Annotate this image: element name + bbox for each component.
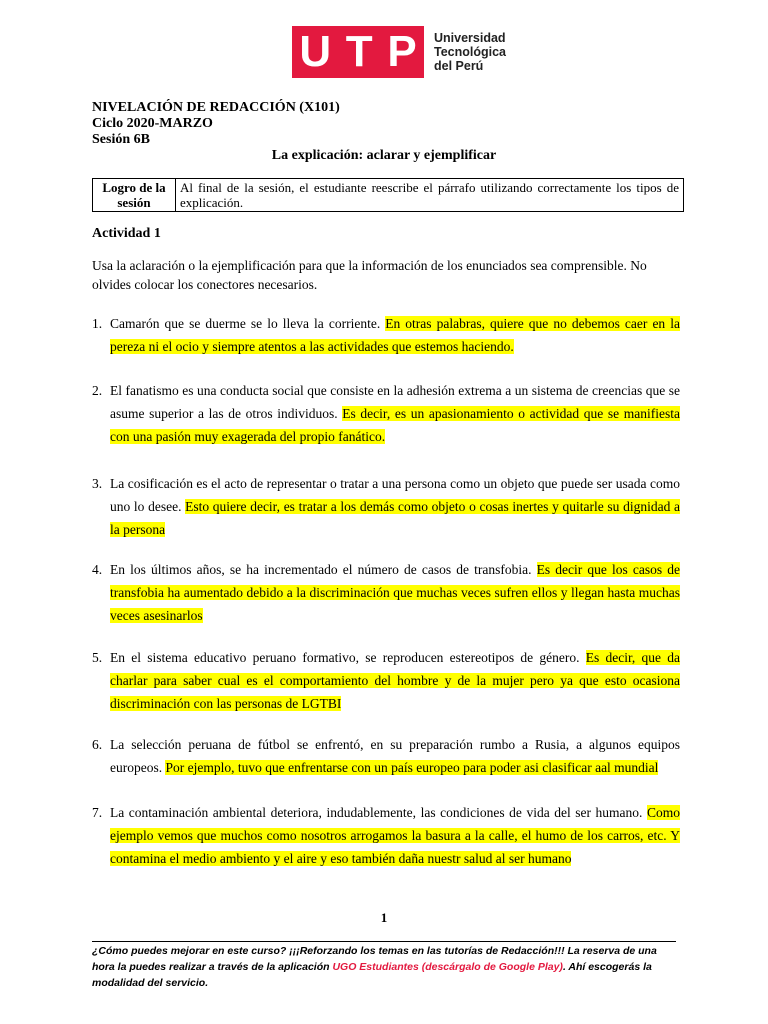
app-link[interactable]: UGO Estudiantes (descárgalo de Google Play) [332,961,563,973]
item-statement: En el sistema educativo peruano formativo, se reproducen estereotipos de género. [110,650,586,665]
item-statement: En los últimos años, se ha incrementado el número de casos de transfobia. [110,562,537,577]
course-name: NIVELACIÓN DE REDACCIÓN (X101) [92,100,340,115]
item-number: 5. [92,650,103,665]
item-answer: Esto quiere decir, es tratar a los demás como objeto o cosas inertes y quitarle su dignidad a la persona [110,499,680,537]
utp-logo-box [292,26,424,78]
list-item-5 [92,646,680,715]
item-number: 3. [92,476,103,491]
page-number: 1 [380,910,388,925]
list-item-7 [92,801,680,870]
session: Sesión 6B [92,132,150,147]
list-item-6 [92,733,680,779]
item-number: 2. [92,383,103,398]
university-name-line-1: Universidad [434,31,506,45]
footer-text-end: . Ahí escogerás la modalidad del servicio. [92,961,652,989]
item-number: 7. [92,805,103,820]
item-number: 1. [92,316,103,331]
cycle: Ciclo 2020-MARZO [92,116,213,131]
item-answer: Es decir, que da charlar para saber cual es el comportamiento del hombre y de la mujer pero ya que esto ocasiona discriminación con las personas de LGTBI [110,650,680,711]
item-statement: La cosificación es el acto de representar o tratar a una persona como un objeto que puede ser usada como uno lo desee. [110,476,680,514]
logro-table [92,178,684,212]
university-name [434,31,506,73]
logro-label: Logro de la sesión [93,179,176,212]
university-name-line-3: del Perú [434,59,484,73]
activity-title: Actividad 1 [92,226,161,241]
logo-letter-t: T [345,27,373,76]
item-statement: El fanatismo es una conducta social que consiste en la adhesión extrema a un sistema de creencias que se asume superior a las de otros individuos. [110,383,680,421]
logro-text: Al final de la sesión, el estudiante reescribe el párrafo utilizando correctamente los tipos de explicación. [176,179,684,212]
item-answer: Por ejemplo, tuvo que enfrentarse con un país europeo para poder asi clasificar aal mundial [165,760,659,775]
list-item-4 [92,558,680,627]
item-answer: Es decir que los casos de transfobia ha aumentado debido a la discriminación que muchas veces sufren ellos y llegan hasta muchas veces asesinarlos [110,562,680,623]
item-statement: La contaminación ambiental deteriora, indudablemente, las condiciones de vida del ser humano. [110,805,647,820]
item-number: 6. [92,737,103,752]
utp-logo [292,26,506,78]
footer-note [92,943,680,991]
logo-letter-p: P [387,27,417,76]
list-item-3 [92,472,680,541]
item-statement: Camarón que se duerme se lo lleva la corriente. [110,316,386,331]
activity-instructions: Usa la aclaración o la ejemplificación para que la información de los enunciados sea comprensible. No olvides colocar los conectores necesarios. [92,258,647,292]
item-answer: Es decir, es un apasionamiento o actividad que se manifiesta con una pasión muy exagerada del propio fanático. [110,406,680,444]
footer-text-start: ¿Cómo puedes mejorar en este curso? ¡¡¡Reforzando los temas en las tutorías de Redacción!!! La reserva de una hora la puedes realizar a través de la aplicación [92,945,657,973]
logo-letter-u: U [299,27,332,76]
item-statement: La selección peruana de fútbol se enfrentó, en su preparación rumbo a Rusia, a algunos equipos europeos. [110,737,680,775]
university-name-line-2: Tecnológica [434,45,507,59]
list-item-2 [92,379,680,448]
item-answer: En otras palabras, quiere que no debemos caer en la pereza ni el ocio y siempre atentos a las actividades que estemos haciendo. [110,316,680,354]
item-number: 4. [92,562,103,577]
item-answer: Como ejemplo vemos que muchos como nosotros arrogamos la basura a la calle, el humo de los carros, etc. Y contamina el medio ambiento y el aire y eso también daña nuestr salud al ser humano [110,805,680,866]
footer-divider [92,941,676,942]
document-header [92,100,340,148]
list-item-1 [92,312,680,358]
document-title: La explicación: aclarar y ejemplificar [271,148,497,163]
